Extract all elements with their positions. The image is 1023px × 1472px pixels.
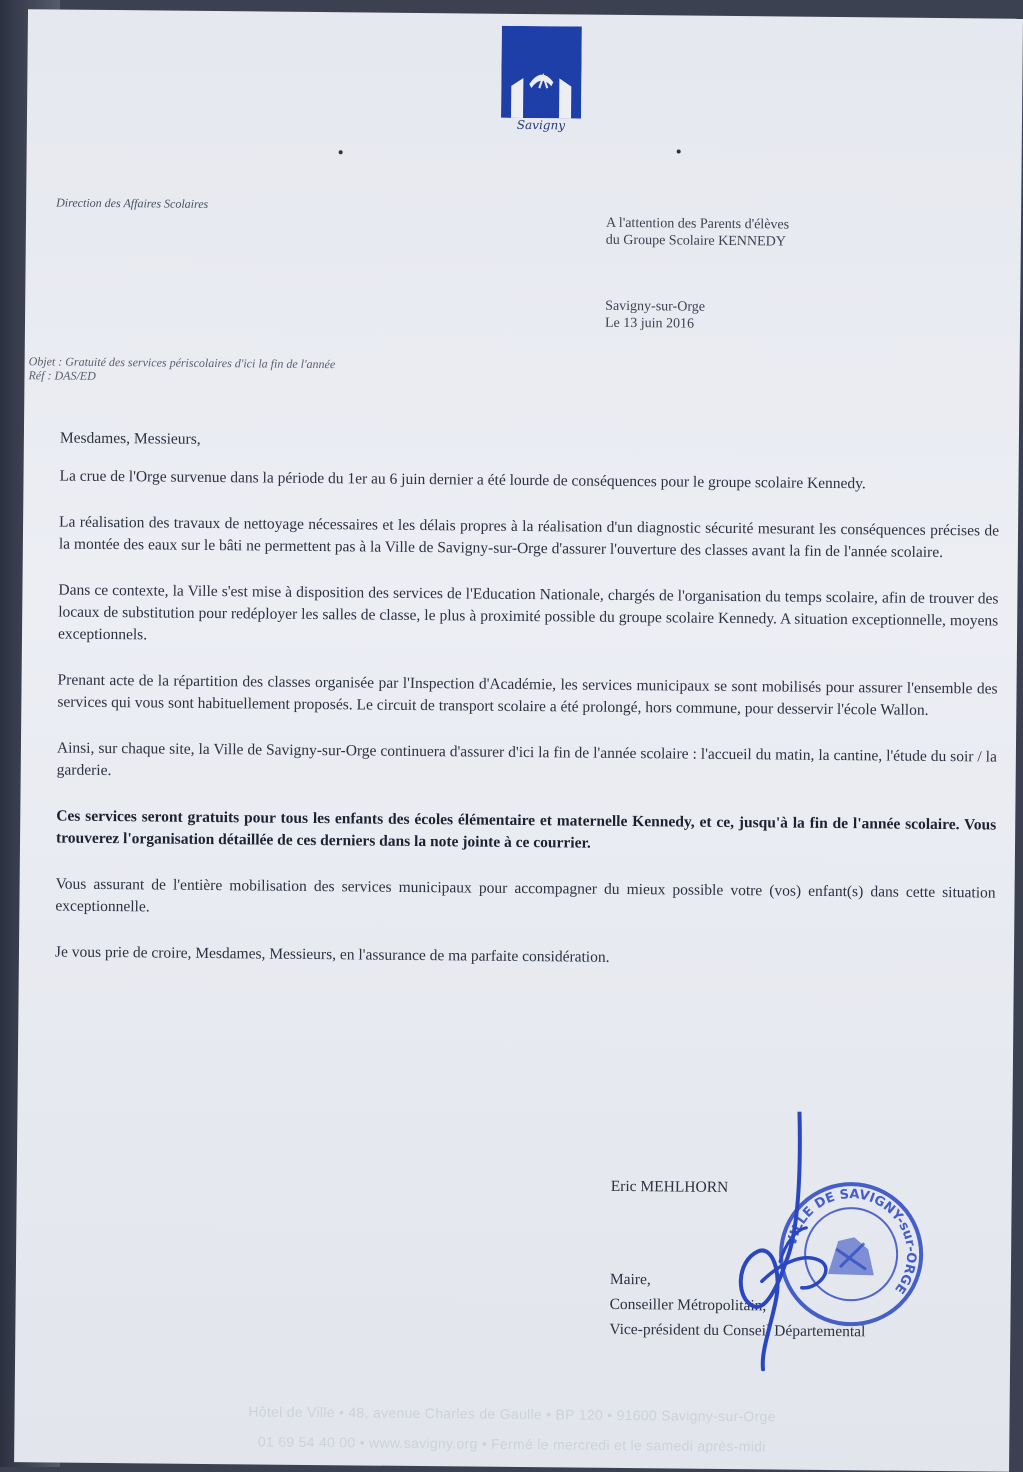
department-name: Direction des Affaires Scolaires — [56, 195, 209, 211]
letter-body — [55, 428, 1000, 997]
place-date-block — [605, 298, 705, 333]
logo-mark-icon — [501, 26, 582, 119]
paragraph: Dans ce contexte, la Ville s'est mise à disposition des services de l'Education Nationale, chargés de l'organisation du temps scolaire, afin de trouver des locaux de substitution pour redéployer les salles de classe, le plus à proximité possible du groupe scolaire Kennedy. A situation exceptionnelle, moyens exceptionnels. — [57, 581, 999, 644]
closing-formula: Je vous prie de croire, Mesdames, Messieurs, en l'assurance de ma parfaite considération. — [54, 943, 610, 966]
place: Savigny-sur-Orge — [605, 298, 706, 315]
object-block — [28, 354, 335, 385]
recipient-block — [606, 215, 789, 251]
bold-paragraph: Ces services seront gratuits pour tous les enfants des écoles élémentaire et maternelle Kennedy, et ce, jusqu'à la fin de l'année scolaire. Vous trouverez l'organisation détaillée de ces derniers dans la note jointe à ce courrier. — [55, 807, 997, 852]
paragraph: La réalisation des travaux de nettoyage nécessaires et les délais propres à la réalisation d'un diagnostic sécurité mesurant les conséquences précises de la montée des eaux sur le bâti ne permettent pas à la Ville de Savigny-sur-Orge d'assurer l'ouverture des classes avant la fin de l'année scolaire. — [58, 513, 1000, 562]
city-logo — [501, 26, 582, 145]
signatory-title: Maire, — [609, 1270, 651, 1289]
paragraph: Ainsi, sur chaque site, la Ville de Savigny-sur-Orge continuera d'assurer d'ici la fin de l'année scolaire : l'accueil du matin, la cantine, l'étude du soir / la garderie. — [56, 739, 997, 780]
punch-mark — [677, 149, 681, 153]
closing-paragraph: Vous assurant de l'entière mobilisation des services municipaux pour accompagner du mieux possible votre (vos) enfant(s) dans cette situation exceptionnelle. — [55, 875, 996, 916]
signature-icon — [705, 1111, 847, 1372]
salutation: Mesdames, Messieurs, — [59, 429, 201, 448]
logo-text: Savigny — [516, 117, 566, 133]
letter-page — [14, 9, 1023, 1471]
date: Le 13 juin 2016 — [604, 315, 695, 332]
recipient-line: A l'attention des Parents d'élèves — [605, 215, 790, 233]
signatory-title: Vice-président du Conseil Départemental — [609, 1320, 866, 1341]
reference-line: Réf : DAS/ED — [28, 368, 96, 383]
punch-mark — [339, 150, 343, 154]
footer-contact: 01 69 54 40 00 • www.savigny.org • Fermé le mercredi et le samedi après-midi — [257, 1433, 766, 1455]
paragraph: La crue de l'Orge survenue dans la période du 1er au 6 juin dernier a été lourde de conséquences pour le groupe scolaire Kennedy. — [59, 467, 866, 493]
paragraph: Prenant acte de la répartition des classes organisée par l'Inspection d'Académie, les services municipaux se sont mobilisés pour assurer l'ensemble des services qui vous sont habituellement proposés. Le circuit de transport scolaire a été prolongé, hors commune, pour desservir l'école Wallon. — [57, 671, 998, 719]
recipient-line: du Groupe Scolaire KENNEDY — [605, 232, 786, 250]
signatory-title: Conseiller Métropolitain, — [609, 1295, 767, 1315]
signatory-name: Eric MEHLHORN — [610, 1177, 729, 1197]
subject-line: Objet : Gratuité des services périscolaires d'ici la fin de l'année — [28, 354, 336, 372]
letter-footer — [14, 1394, 1010, 1464]
seal-text: VILLE DE SAVIGNY-sur-ORGE — [784, 1187, 919, 1297]
footer-address: Hôtel de Ville • 48, avenue Charles de Gaulle • BP 120 • 91600 Savigny-sur-Orge — [248, 1403, 776, 1425]
